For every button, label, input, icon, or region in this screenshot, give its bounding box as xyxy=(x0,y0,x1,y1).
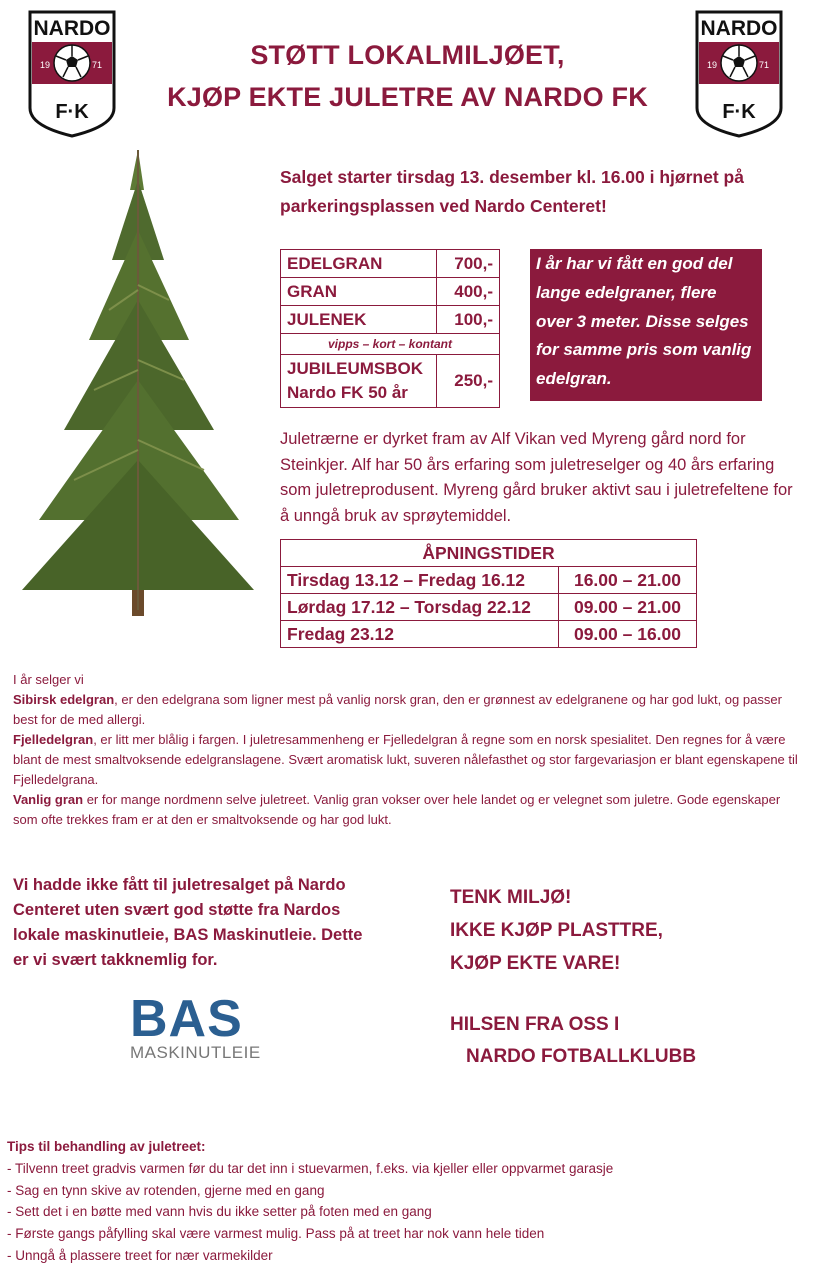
variety-text: , er den edelgrana som ligner mest på vanlig norsk gran, den er grønnest av edelgranene og har god lukt, og passer best for de med allergi. xyxy=(13,692,782,727)
nardo-fk-logo-right xyxy=(693,8,785,140)
book-line-2: Nardo FK 50 år xyxy=(287,383,408,402)
variety-paragraph xyxy=(13,690,803,730)
greeting-line-1: HILSEN FRA OSS I xyxy=(450,1014,620,1035)
price-item-book xyxy=(281,355,437,408)
book-line-1: JUBILEUMSBOK xyxy=(287,359,424,378)
hours-time: 09.00 – 21.00 xyxy=(559,594,697,621)
tip-item: - Tilvenn treet gradvis varmen før du tar det inn i stuevarmen, f.eks. via kjeller eller oppvarmet garasje xyxy=(7,1160,614,1176)
tip-item: - Unngå å plassere treet for nær varmekilder xyxy=(7,1247,273,1263)
hours-row xyxy=(281,594,697,621)
price-value: 700,- xyxy=(437,250,500,278)
price-item: EDELGRAN xyxy=(281,250,437,278)
logo-name: NARDO xyxy=(700,17,778,40)
logo-year-left: 19 xyxy=(40,60,51,70)
variety-name: Sibirsk edelgran xyxy=(13,692,115,707)
tip-item: - Første gangs påfylling skal være varmest mulig. Pass på at treet har nok vann hele tiden xyxy=(7,1226,545,1242)
price-item: JULENEK xyxy=(281,306,437,334)
hours-days: Tirsdag 13.12 – Fredag 16.12 xyxy=(281,567,559,594)
promo-box: I år har vi fått en god del lange edelgraner, flere over 3 meter. Disse selges for samme pris som vanlig edelgran. xyxy=(530,249,762,401)
sale-start-text: Salget starter tirsdag 13. desember kl. 16.00 i hjørnet på parkeringsplassen ved Nardo Centeret! xyxy=(280,167,744,216)
tree-varieties xyxy=(13,670,803,830)
slogan-line-1: TENK MILJØ! xyxy=(450,887,572,908)
logo-name: NARDO xyxy=(33,17,111,40)
hours-days: Lørdag 17.12 – Torsdag 22.12 xyxy=(281,594,559,621)
logo-club: F·K xyxy=(55,101,89,123)
nardo-fk-logo-left xyxy=(26,8,118,140)
tips-title: Tips til behandling av juletreet: xyxy=(7,1139,206,1154)
payment-note: vipps – kort – kontant xyxy=(281,334,500,355)
price-value: 400,- xyxy=(437,278,500,306)
variety-paragraph xyxy=(13,790,803,830)
variety-paragraph xyxy=(13,730,803,790)
environment-slogan xyxy=(450,881,790,980)
price-item: GRAN xyxy=(281,278,437,306)
hours-days: Fredag 23.12 xyxy=(281,621,559,648)
slogan-line-3: KJØP EKTE VARE! xyxy=(450,953,621,974)
opening-hours-table xyxy=(280,539,697,648)
variety-name: Fjelledelgran xyxy=(13,732,94,747)
greeting-line-2: NARDO FOTBALLKLUBB xyxy=(466,1046,697,1067)
varieties-intro: I år selger vi xyxy=(13,672,84,687)
bas-logo-mark: BAS xyxy=(130,990,243,1048)
slogan-line-2: IKKE KJØP PLASTTRE, xyxy=(450,920,663,941)
bas-maskinutleie-logo xyxy=(130,990,280,1064)
price-row xyxy=(281,306,500,334)
tip-item: - Sag en tynn skive av rotenden, gjerne med en gang xyxy=(7,1182,325,1198)
christmas-tree-image xyxy=(14,150,264,620)
hours-time: 09.00 – 16.00 xyxy=(559,621,697,648)
club-greeting xyxy=(450,1009,790,1073)
headline-line-1: STØTT LOKALMILJØET, xyxy=(250,40,565,70)
variety-text: , er litt mer blålig i fargen. I juletresammenheng er Fjelledelgran å regne som en norsk spesialitet. Den regnes for å være blant de mest smaltvoksende edelgranslagene. Svært aromatisk lukt, suveren nålefasthet og stor fargevariasjon er blant egenskapene til Fjelledelgrana. xyxy=(13,732,798,787)
price-value-book: 250,- xyxy=(437,355,500,408)
hours-row xyxy=(281,621,697,648)
price-row xyxy=(281,355,500,408)
price-row xyxy=(281,250,500,278)
hours-row xyxy=(281,567,697,594)
tip-item: - Sett det i en bøtte med vann hvis du ikke setter på foten med en gang xyxy=(7,1204,432,1220)
logo-year-right: 71 xyxy=(759,60,770,70)
bas-logo-subtitle: MASKINUTLEIE xyxy=(130,1043,261,1062)
price-row xyxy=(281,278,500,306)
logo-club: F·K xyxy=(722,101,756,123)
growing-info-text: Juletrærne er dyrket fram av Alf Vikan ved Myreng gård nord for Steinkjer. Alf har 50 års erfaring som juletreselger og 40 års erfaring som juletreprodusent. Myreng gård bruker aktivt sau i juletrefeltene for å unngå bruk av sprøytemiddel. xyxy=(280,430,793,525)
variety-name: Vanlig gran xyxy=(13,792,84,807)
variety-text: er for mange nordmenn selve juletreet. Vanlig gran vokser over hele landet og er velegnet som juletre. Gode egenskaper som ofte trekkes fram er at den er smaltvoksende og har god lukt. xyxy=(13,792,781,827)
price-value: 100,- xyxy=(437,306,500,334)
logo-year-left: 19 xyxy=(707,60,718,70)
tips-list xyxy=(7,1158,807,1267)
sponsor-thanks-text: Vi hadde ikke fått til juletresalget på Nardo Centeret uten svært god støtte fra Nardos lokale maskinutleie, BAS Maskinutleie. Dette er vi svært takknemlig for. xyxy=(13,876,363,969)
tree-care-tips xyxy=(7,1136,807,1267)
headline xyxy=(130,34,685,118)
price-table xyxy=(280,249,500,408)
opening-hours-title: ÅPNINGSTIDER xyxy=(281,540,697,567)
headline-line-2: KJØP EKTE JULETRE AV NARDO FK xyxy=(167,82,648,112)
logo-year-right: 71 xyxy=(92,60,103,70)
hours-time: 16.00 – 21.00 xyxy=(559,567,697,594)
payment-row xyxy=(281,334,500,355)
